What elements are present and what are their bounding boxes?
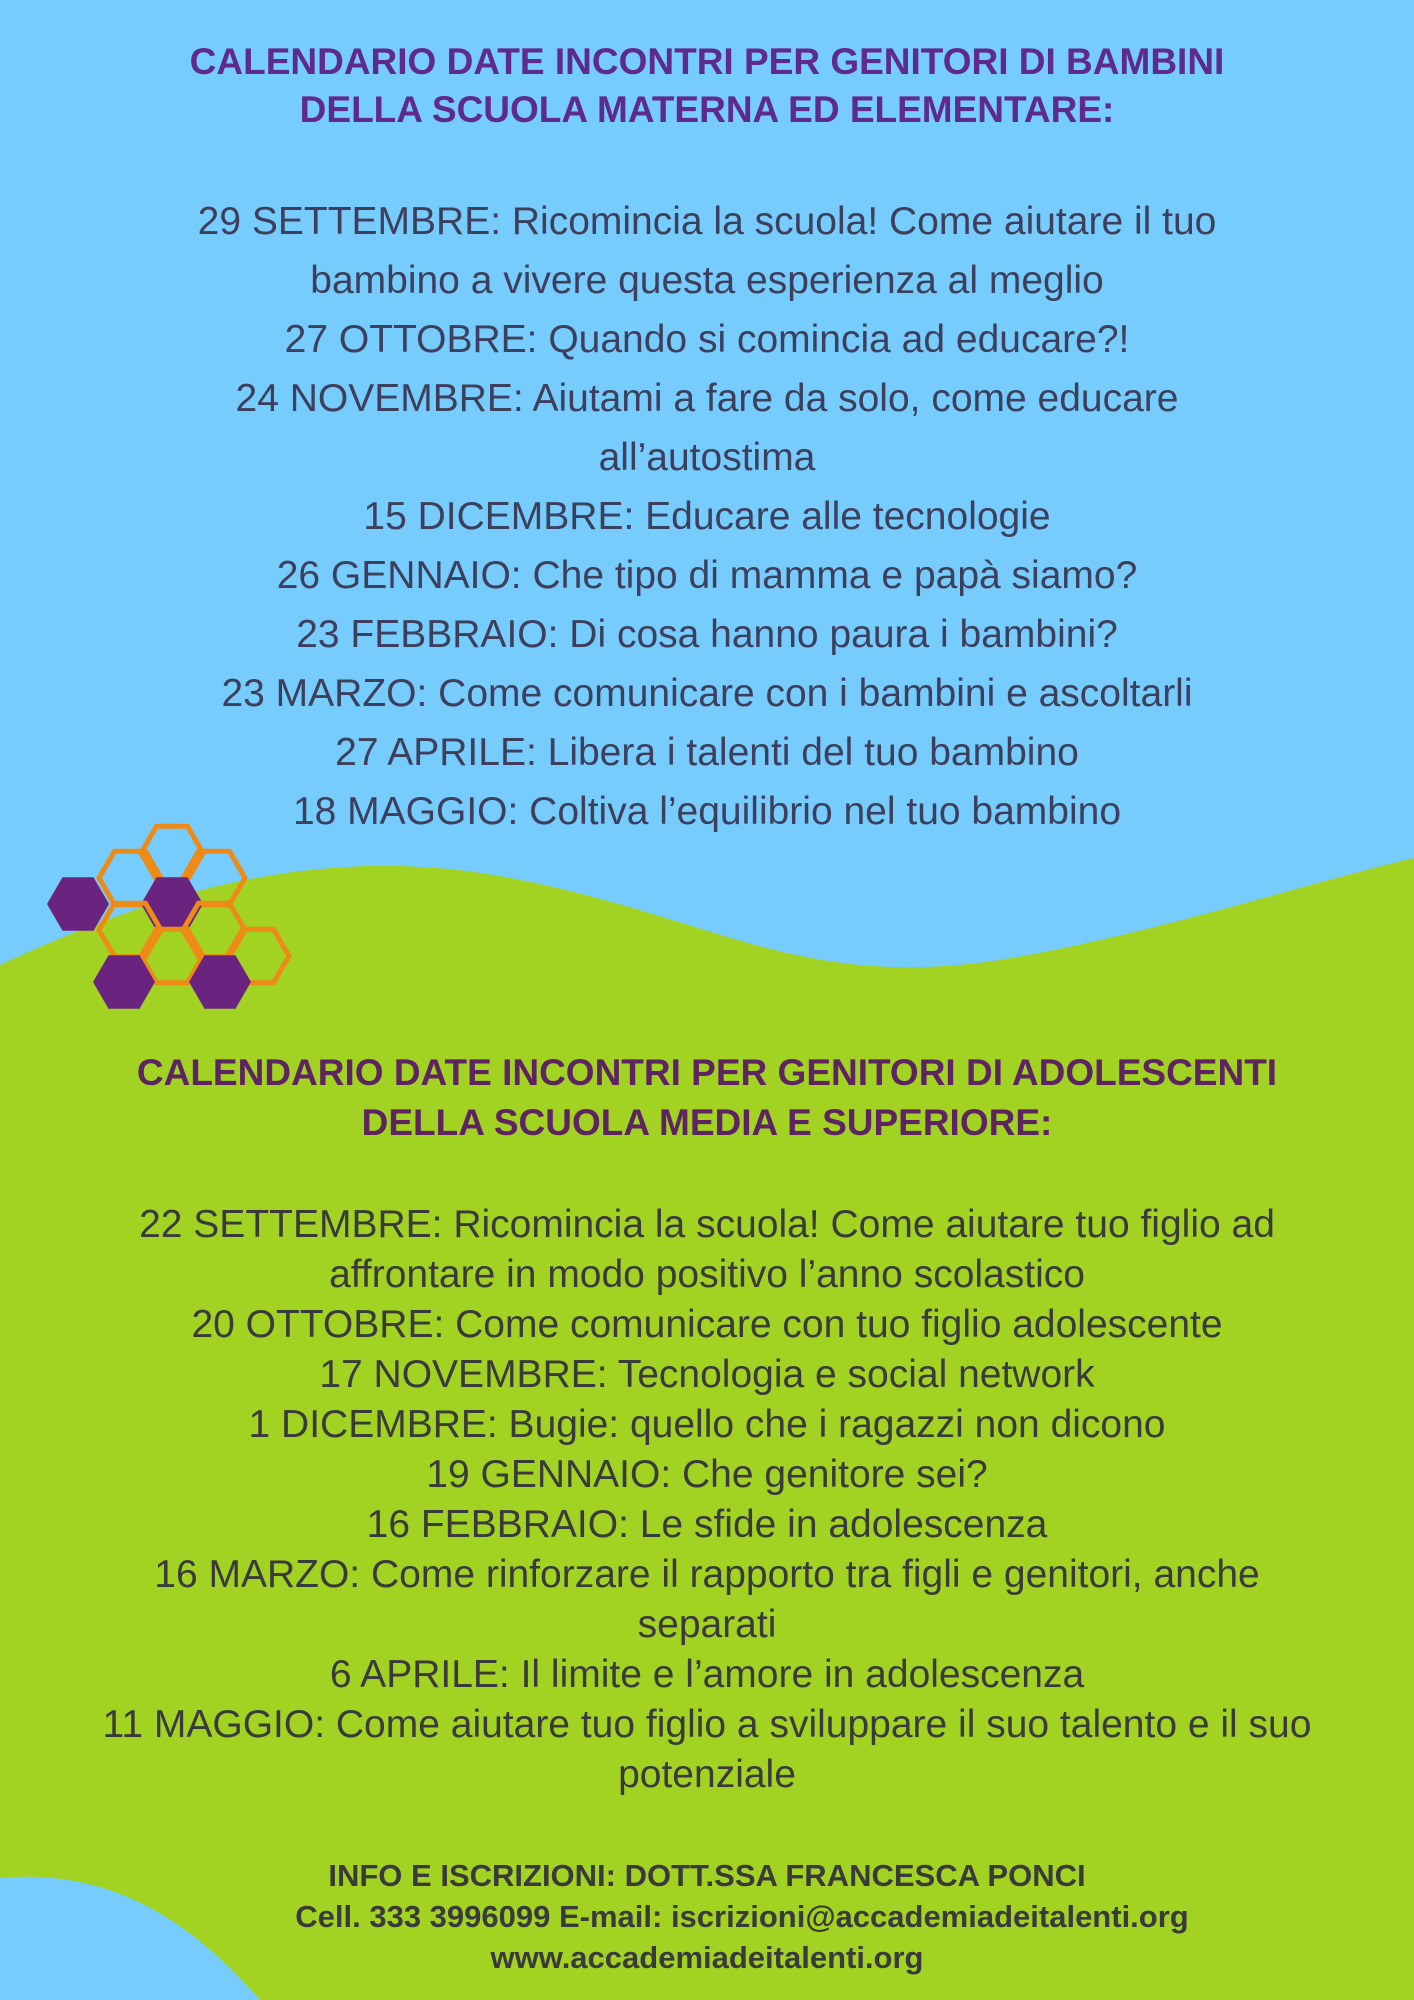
list-item: 24 NOVEMBRE: Aiutami a fare da solo, come educare bbox=[235, 377, 1179, 420]
list-item: 26 GENNAIO: Che tipo di mamma e papà siamo? bbox=[276, 554, 1138, 597]
hexagon-filled bbox=[141, 877, 203, 931]
hexagon-outline bbox=[183, 903, 245, 957]
list-item: 29 SETTEMBRE: Ricomincia la scuola! Come aiutare il tuo bbox=[197, 200, 1217, 243]
children-meetings-list bbox=[0, 192, 1414, 841]
website-link[interactable]: www.accademiadeitalenti.org bbox=[490, 1940, 924, 1975]
list-item: 6 APRILE: Il limite e l’amore in adolescenza bbox=[329, 1653, 1085, 1696]
hexagon-outline bbox=[99, 903, 161, 957]
list-item: all’autostima bbox=[598, 436, 816, 479]
list-item: 15 DICEMBRE: Educare alle tecnologie bbox=[363, 495, 1051, 538]
list-item: potenziale bbox=[618, 1753, 796, 1796]
teens-calendar-section bbox=[0, 1048, 1414, 1800]
list-item: bambino a vivere questa esperienza al meglio bbox=[310, 259, 1104, 302]
list-item: 17 NOVEMBRE: Tecnologia e social network bbox=[319, 1353, 1095, 1396]
title-line: CALENDARIO DATE INCONTRI PER GENITORI DI BAMBINI bbox=[189, 41, 1225, 82]
list-item: 20 OTTOBRE: Come comunicare con tuo figlio adolescente bbox=[191, 1303, 1223, 1346]
contact-phone-email: Cell. 333 3996099 E-mail: iscrizioni@accademiadeitalenti.org bbox=[295, 1899, 1189, 1934]
list-item: 23 FEBBRAIO: Di cosa hanno paura i bambini? bbox=[296, 613, 1118, 656]
title-line: CALENDARIO DATE INCONTRI PER GENITORI DI ADOLESCENTI bbox=[136, 1052, 1278, 1093]
honeycomb-hexagons-icon bbox=[40, 818, 310, 1023]
list-item: 27 APRILE: Libera i talenti del tuo bambino bbox=[335, 731, 1079, 774]
list-item: 27 OTTOBRE: Quando si comincia ad educare?! bbox=[284, 318, 1130, 361]
contact-name: INFO E ISCRIZIONI: DOTT.SSA FRANCESCA PONCI bbox=[328, 1858, 1086, 1893]
list-item: separati bbox=[637, 1603, 777, 1646]
children-calendar-title bbox=[0, 38, 1414, 134]
teens-meetings-list bbox=[0, 1200, 1414, 1800]
title-line: DELLA SCUOLA MATERNA ED ELEMENTARE: bbox=[299, 89, 1115, 130]
title-line: DELLA SCUOLA MEDIA E SUPERIORE: bbox=[361, 1102, 1053, 1143]
teens-calendar-title bbox=[0, 1048, 1414, 1148]
list-item: 18 MAGGIO: Coltiva l’equilibrio nel tuo bambino bbox=[292, 790, 1122, 833]
list-item: 22 SETTEMBRE: Ricomincia la scuola! Come aiutare tuo figlio ad bbox=[139, 1203, 1275, 1246]
list-item: 23 MARZO: Come comunicare con i bambini e ascoltarli bbox=[221, 672, 1193, 715]
list-item: affrontare in modo positivo l’anno scolastico bbox=[329, 1253, 1085, 1296]
list-item: 11 MAGGIO: Come aiutare tuo figlio a sviluppare il suo talento e il suo bbox=[102, 1703, 1312, 1746]
list-item: 1 DICEMBRE: Bugie: quello che i ragazzi non dicono bbox=[248, 1403, 1166, 1446]
list-item: 19 GENNAIO: Che genitore sei? bbox=[426, 1453, 988, 1496]
list-item: 16 FEBBRAIO: Le sfide in adolescenza bbox=[366, 1503, 1048, 1546]
list-item: 16 MARZO: Come rinforzare il rapporto tra figli e genitori, anche bbox=[154, 1553, 1260, 1596]
contact-info bbox=[0, 1855, 1414, 1978]
hexagon-filled bbox=[47, 877, 109, 931]
children-calendar-section bbox=[0, 38, 1414, 841]
